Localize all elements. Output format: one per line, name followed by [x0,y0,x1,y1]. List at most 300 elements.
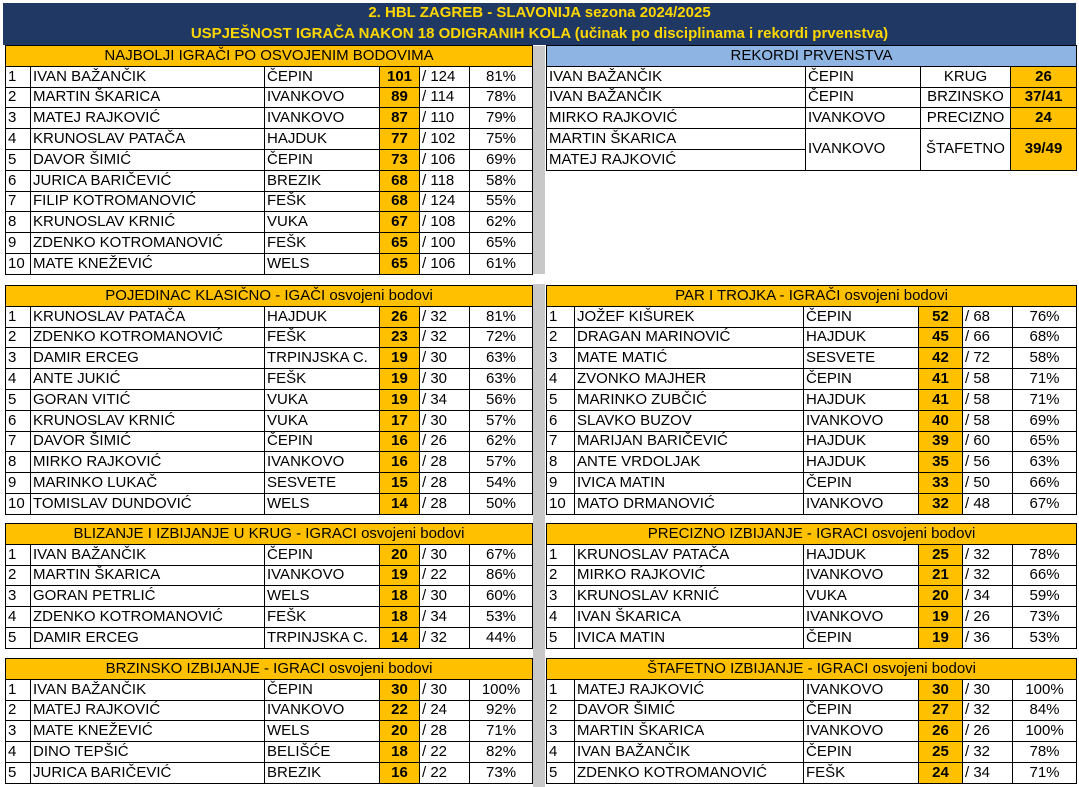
percent-cell: 69% [470,149,533,170]
column-separator [533,284,545,787]
table-row [6,327,533,348]
player-name: MARTIN ŠKARICA [575,721,804,742]
rank-cell: 3 [547,348,575,369]
percent-cell: 84% [1013,700,1077,721]
club-name: VUKA [265,212,380,233]
percent-cell: 73% [470,762,533,783]
score-cell: 20 [380,721,420,742]
player-name: GORAN PETRLIĆ [31,586,265,607]
brzinsko-title: BRZINSKO IZBIJANJE - IGRACI osvojeni bodovi [6,659,533,680]
table-row [547,762,1077,783]
score-cell: 19 [380,565,420,586]
stafetno-table [546,658,1077,784]
club-name: HAJDUK [804,452,919,473]
player-name: KRUNOSLAV PATAČA [575,544,804,565]
par-trojka-table [546,285,1077,515]
score-cell: 30 [380,679,420,700]
max-cell: / 102 [420,129,470,150]
rank-cell: 7 [6,431,31,452]
score-cell: 14 [380,493,420,514]
percent-cell: 62% [470,431,533,452]
table-row [547,327,1077,348]
score-cell: 19 [380,369,420,390]
table-row [6,586,533,607]
max-cell: / 32 [963,700,1013,721]
percent-cell: 78% [1013,544,1077,565]
table-row [6,742,533,763]
table-row [547,742,1077,763]
rank-cell: 2 [6,565,31,586]
score-cell: 23 [380,327,420,348]
rank-cell: 10 [6,253,31,274]
club-name: IVANKOVO [804,721,919,742]
percent-cell: 76% [1013,306,1077,327]
player-name: DAVOR ŠIMIĆ [31,431,265,452]
percent-cell: 100% [1013,679,1077,700]
table-row [547,493,1077,514]
rank-cell: 6 [6,410,31,431]
max-cell: / 106 [420,149,470,170]
club-name: FEŠK [265,369,380,390]
club-name: IVANKOVO [265,108,380,129]
club-name: IVANKOVO [804,679,919,700]
club-name: WELS [265,493,380,514]
max-cell: / 30 [420,586,470,607]
club-name: SESVETE [265,473,380,494]
precizno-header-row [547,524,1077,545]
rank-cell: 5 [6,389,31,410]
max-cell: / 32 [420,306,470,327]
table-row [6,66,533,87]
score-cell: 17 [380,410,420,431]
title-line-2: USPJEŠNOST IGRAČA NAKON 18 ODIGRANIH KOLA (učinak po disciplinama i rekordi prvenstva) [190,25,889,42]
player-name: JURICA BARIČEVIĆ [31,170,265,191]
table-row [6,348,533,369]
club-name: WELS [265,721,380,742]
score-cell: 52 [919,306,963,327]
rank-cell: 1 [6,544,31,565]
records-table [546,45,1077,171]
max-cell: / 114 [420,87,470,108]
pojedinac-table [5,285,533,515]
score-cell: 27 [919,700,963,721]
club-name: ČEPIN [265,149,380,170]
top-header-row [6,46,533,67]
club-name: HAJDUK [804,431,919,452]
max-cell: / 28 [420,452,470,473]
club-name: ČEPIN [806,87,921,108]
table-row [6,493,533,514]
score-cell: 18 [380,607,420,628]
max-cell: / 26 [963,721,1013,742]
percent-cell: 86% [470,565,533,586]
stafetno-header-row [547,659,1077,680]
table-row [547,679,1077,700]
table-row [547,586,1077,607]
club-name: TRPINJSKA C. [265,627,380,648]
max-cell: / 106 [420,253,470,274]
table-row [547,473,1077,494]
table-row [6,108,533,129]
discipline-cell: BRZINSKO [921,87,1011,108]
percent-cell: 63% [1013,452,1077,473]
max-cell: / 68 [963,306,1013,327]
percent-cell: 81% [470,66,533,87]
score-cell: 33 [919,473,963,494]
percent-cell: 59% [1013,586,1077,607]
percent-cell: 69% [1013,410,1077,431]
player-name: MATO DRMANOVIĆ [575,493,804,514]
player-name: MIRKO RAJKOVIĆ [31,452,265,473]
max-cell: / 58 [963,410,1013,431]
rank-cell: 2 [547,565,575,586]
percent-cell: 75% [470,129,533,150]
max-cell: / 48 [963,493,1013,514]
player-name: IVAN ŠKARICA [575,607,804,628]
rank-cell: 5 [6,149,31,170]
club-name: WELS [265,253,380,274]
player-name: KRUNOSLAV KRNIĆ [575,586,804,607]
score-cell: 26 [919,721,963,742]
table-row [547,431,1077,452]
percent-cell: 78% [1013,742,1077,763]
player-name: SLAVKO BUZOV [575,410,804,431]
percent-cell: 79% [470,108,533,129]
player-name: IVAN BAŽANČIK [31,679,265,700]
max-cell: / 28 [420,721,470,742]
max-cell: / 34 [963,762,1013,783]
club-name: ČEPIN [804,369,919,390]
score-cell: 19 [380,389,420,410]
rank-cell: 3 [6,721,31,742]
table-row [6,473,533,494]
percent-cell: 73% [1013,607,1077,628]
pojedinac-header-row [6,286,533,307]
rank-cell: 5 [547,627,575,648]
percent-cell: 44% [470,627,533,648]
rank-cell: 10 [547,493,575,514]
rank-cell: 8 [6,212,31,233]
table-row [6,149,533,170]
player-name: TOMISLAV DUNDOVIĆ [31,493,265,514]
player-name: MATEJ RAJKOVIĆ [547,149,806,170]
player-name: MATEJ RAJKOVIĆ [31,700,265,721]
club-name: IVANKOVO [804,493,919,514]
rank-cell: 3 [6,586,31,607]
rank-cell: 8 [6,452,31,473]
score-cell: 19 [919,627,963,648]
percent-cell: 78% [470,87,533,108]
table-row [6,212,533,233]
table-row [547,565,1077,586]
table-row [547,627,1077,648]
club-name: FEŠK [265,233,380,254]
record-value: 39/49 [1011,129,1077,171]
rank-cell: 5 [547,389,575,410]
player-name: MIRKO RAJKOVIĆ [575,565,804,586]
score-cell: 16 [380,452,420,473]
score-cell: 24 [919,762,963,783]
table-row [6,721,533,742]
score-cell: 25 [919,742,963,763]
table-row [547,66,1077,87]
max-cell: / 36 [963,627,1013,648]
percent-cell: 100% [1013,721,1077,742]
max-cell: / 26 [963,607,1013,628]
club-name: ČEPIN [804,473,919,494]
percent-cell: 72% [470,327,533,348]
club-name: WELS [265,586,380,607]
rank-cell: 8 [547,452,575,473]
club-name: VUKA [265,410,380,431]
percent-cell: 50% [470,493,533,514]
table-row [547,452,1077,473]
krug-header-row [6,524,533,545]
percent-cell: 55% [470,191,533,212]
table-row [6,170,533,191]
percent-cell: 66% [1013,565,1077,586]
club-name: HAJDUK [265,306,380,327]
score-cell: 41 [919,369,963,390]
rank-cell: 6 [547,410,575,431]
rank-cell: 1 [6,306,31,327]
max-cell: / 34 [420,607,470,628]
percent-cell: 57% [470,452,533,473]
rank-cell: 9 [6,473,31,494]
score-cell: 18 [380,742,420,763]
player-name: FILIP KOTROMANOVIĆ [31,191,265,212]
player-name: DAMIR ERCEG [31,348,265,369]
player-name: DAMIR ERCEG [31,627,265,648]
rank-cell: 2 [6,700,31,721]
column-separator [533,46,545,274]
player-name: ZVONKO MAJHER [575,369,804,390]
percent-cell: 60% [470,586,533,607]
player-name: ZDENKO KOTROMANOVIĆ [31,233,265,254]
player-name: DAVOR ŠIMIĆ [31,149,265,170]
max-cell: / 30 [963,679,1013,700]
max-cell: / 26 [420,431,470,452]
score-cell: 45 [919,327,963,348]
rank-cell: 1 [547,306,575,327]
records-filler [546,173,1076,274]
percent-cell: 68% [1013,327,1077,348]
player-name: GORAN VITIĆ [31,389,265,410]
rank-cell: 5 [547,762,575,783]
par-header-row [547,286,1077,307]
table-row [6,410,533,431]
table-row [547,410,1077,431]
percent-cell: 71% [470,721,533,742]
table-row [6,87,533,108]
table-row [6,700,533,721]
table-row [547,108,1077,129]
score-cell: 16 [380,762,420,783]
rank-cell: 3 [547,586,575,607]
max-cell: / 100 [420,233,470,254]
percent-cell: 53% [470,607,533,628]
top-title: NAJBOLJI IGRAČI PO OSVOJENIM BODOVIMA [6,46,533,67]
percent-cell: 58% [470,170,533,191]
percent-cell: 67% [1013,493,1077,514]
score-cell: 68 [380,170,420,191]
player-name: ANTE VRDOLJAK [575,452,804,473]
score-cell: 41 [919,389,963,410]
max-cell: / 28 [420,493,470,514]
rank-cell: 4 [6,129,31,150]
table-row [547,129,1077,150]
rank-cell: 5 [6,762,31,783]
records-title: REKORDI PRVENSTVA [547,46,1077,67]
table-row [6,389,533,410]
club-name: FEŠK [265,191,380,212]
score-cell: 40 [919,410,963,431]
score-cell: 87 [380,108,420,129]
percent-cell: 56% [470,389,533,410]
table-row [6,762,533,783]
percent-cell: 66% [1013,473,1077,494]
player-name: IVAN BAŽANČIK [31,66,265,87]
player-name: IVAN BAŽANČIK [31,544,265,565]
max-cell: / 30 [420,544,470,565]
club-name: ČEPIN [804,627,919,648]
pojedinac-title: POJEDINAC KLASIČNO - IGAČI osvojeni bodovi [6,286,533,307]
club-name: VUKA [265,389,380,410]
max-cell: / 58 [963,389,1013,410]
club-name: IVANKOVO [265,565,380,586]
score-cell: 32 [919,493,963,514]
club-name: IVANKOVO [265,452,380,473]
rank-cell: 2 [547,327,575,348]
record-value: 24 [1011,108,1077,129]
max-cell: / 22 [420,762,470,783]
percent-cell: 71% [1013,369,1077,390]
percent-cell: 65% [1013,431,1077,452]
club-name: ČEPIN [265,679,380,700]
title-banner [3,3,1076,45]
percent-cell: 58% [1013,348,1077,369]
table-row [6,431,533,452]
club-name: IVANKOVO [804,410,919,431]
club-name: BREZIK [265,170,380,191]
player-name: DINO TEPŠIĆ [31,742,265,763]
table-row [547,306,1077,327]
score-cell: 25 [919,544,963,565]
club-name: IVANKOVO [265,700,380,721]
club-name: HAJDUK [804,389,919,410]
max-cell: / 28 [420,473,470,494]
club-name: ČEPIN [265,66,380,87]
table-row [6,607,533,628]
table-row [547,369,1077,390]
club-name: ČEPIN [806,66,921,87]
percent-cell: 71% [1013,389,1077,410]
score-cell: 30 [919,679,963,700]
club-name: HAJDUK [804,544,919,565]
table-row [547,607,1077,628]
club-name: FEŠK [804,762,919,783]
rank-cell: 4 [6,369,31,390]
max-cell: / 118 [420,170,470,191]
player-name: MARTIN ŠKARICA [547,129,806,150]
player-name: KRUNOSLAV KRNIĆ [31,410,265,431]
table-row [6,565,533,586]
table-row [6,191,533,212]
player-name: MARIJAN BARIČEVIĆ [575,431,804,452]
table-row [6,233,533,254]
discipline-cell: ŠTAFETNO [921,129,1011,171]
max-cell: / 30 [420,410,470,431]
club-name: SESVETE [804,348,919,369]
rank-cell: 1 [6,679,31,700]
score-cell: 68 [380,191,420,212]
club-name: ČEPIN [265,544,380,565]
player-name: IVAN BAŽANČIK [547,87,806,108]
club-name: FEŠK [265,327,380,348]
records-header-row [547,46,1077,67]
score-cell: 22 [380,700,420,721]
score-cell: 21 [919,565,963,586]
player-name: MARTIN ŠKARICA [31,87,265,108]
club-name: HAJDUK [265,129,380,150]
club-name: HAJDUK [804,327,919,348]
rank-cell: 3 [6,348,31,369]
player-name: JURICA BARIČEVIĆ [31,762,265,783]
club-name: IVANKOVO [265,87,380,108]
discipline-cell: KRUG [921,66,1011,87]
max-cell: / 32 [963,544,1013,565]
max-cell: / 30 [420,679,470,700]
player-name: ZDENKO KOTROMANOVIĆ [31,327,265,348]
club-name: VUKA [804,586,919,607]
max-cell: / 32 [420,627,470,648]
max-cell: / 30 [420,369,470,390]
percent-cell: 62% [470,212,533,233]
stafetno-title: ŠTAFETNO IZBIJANJE - IGRACI osvojeni bodovi [547,659,1077,680]
table-row [6,544,533,565]
percent-cell: 71% [1013,762,1077,783]
percent-cell: 67% [470,544,533,565]
player-name: MATE MATIĆ [575,348,804,369]
max-cell: / 22 [420,565,470,586]
score-cell: 73 [380,149,420,170]
player-name: KRUNOSLAV PATAČA [31,129,265,150]
club-name: FEŠK [265,607,380,628]
top-players-table [5,45,533,275]
club-name: ČEPIN [804,742,919,763]
rank-cell: 1 [6,66,31,87]
max-cell: / 72 [963,348,1013,369]
club-name: IVANKOVO [806,108,921,129]
player-name: ZDENKO KOTROMANOVIĆ [31,607,265,628]
rank-cell: 2 [6,327,31,348]
percent-cell: 57% [470,410,533,431]
score-cell: 20 [380,544,420,565]
player-name: JOŽEF KIŠUREK [575,306,804,327]
score-cell: 15 [380,473,420,494]
precizno-table [546,523,1077,649]
player-name: KRUNOSLAV KRNIĆ [31,212,265,233]
rank-cell: 4 [547,742,575,763]
record-value: 26 [1011,66,1077,87]
player-name: ZDENKO KOTROMANOVIĆ [575,762,804,783]
max-cell: / 124 [420,191,470,212]
table-row [547,544,1077,565]
club-name: ČEPIN [804,306,919,327]
score-cell: 67 [380,212,420,233]
percent-cell: 92% [470,700,533,721]
max-cell: / 32 [963,742,1013,763]
